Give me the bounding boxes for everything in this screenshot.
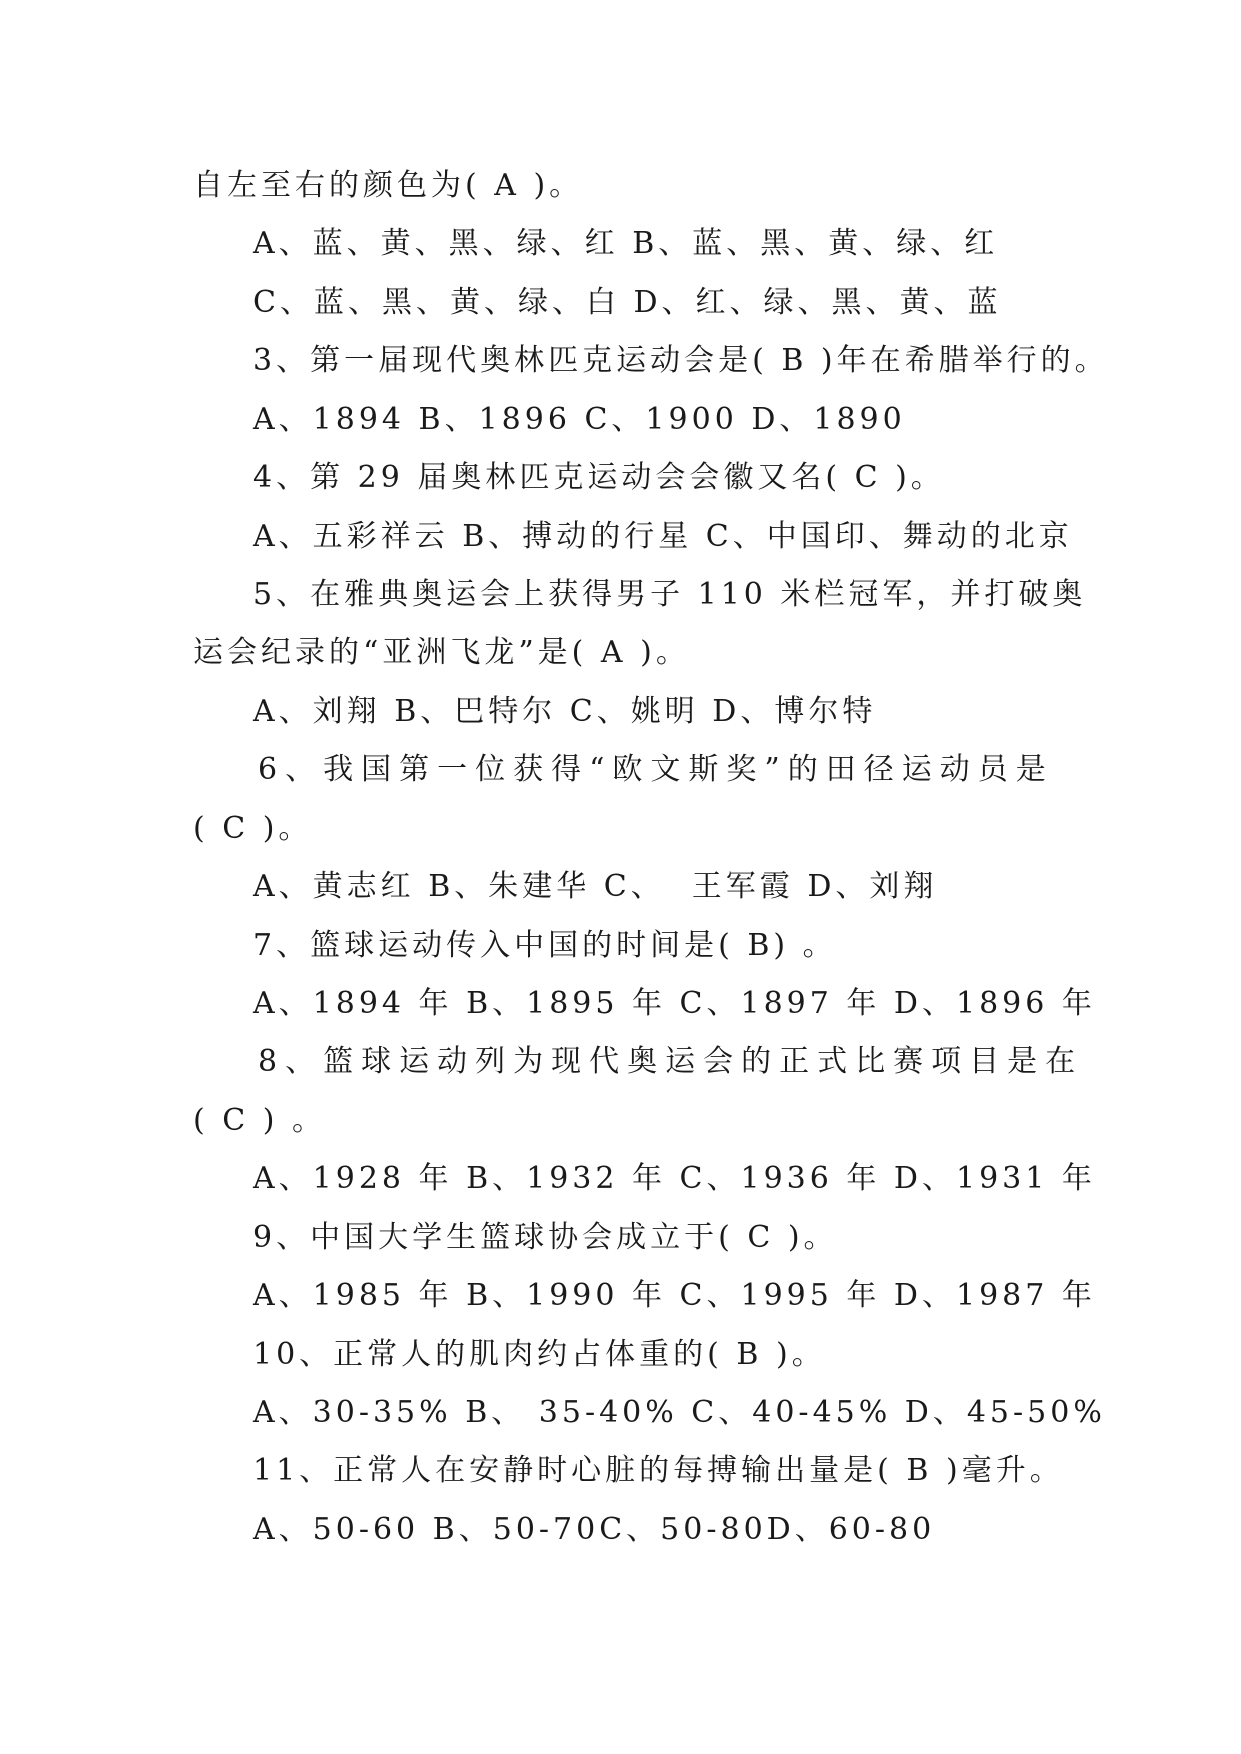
answer-options: A、1894 B、1896 C、1900 D、1890: [253, 402, 906, 437]
question-4: 4、第 29 届奥林匹克运动会会徽又名( C )。: [253, 460, 945, 495]
answer-options: A、刘翔 B、巴特尔 C、姚明 D、博尔特: [253, 694, 877, 729]
question-7: 7、篮球运动传入中国的时间是( B) 。: [253, 928, 837, 963]
answer-options: A、30-35% B、 35-40% C、40-45% D、45-50%: [253, 1395, 1106, 1430]
question-3: 3、第一届现代奥林匹克运动会是( B )年在希腊举行的。: [253, 343, 1109, 378]
answer-options: A、黄志红 B、朱建华 C、 王军霞 D、刘翔: [253, 869, 938, 904]
answer-options: A、1928 年 B、1932 年 C、1936 年 D、1931 年: [253, 1161, 1096, 1196]
answer-options: C、蓝、黑、黄、绿、白 D、红、绿、黑、黄、蓝: [253, 285, 1002, 320]
question-6-continued: ( C )。: [193, 811, 313, 846]
question-8: 8、篮球运动列为现代奥运会的正式比赛项目是在: [258, 1044, 1084, 1079]
question-11: 11、正常人在安静时心脏的每搏输出量是( B )毫升。: [253, 1453, 1064, 1488]
answer-options: A、蓝、黄、黑、绿、红 B、蓝、黑、黄、绿、红: [253, 226, 999, 261]
question-8-continued: ( C ) 。: [193, 1103, 326, 1138]
question-9: 9、中国大学生篮球协会成立于( C )。: [253, 1220, 838, 1255]
question-5-continued: 运会纪录的“亚洲飞龙”是( A )。: [193, 635, 690, 670]
answer-options: A、50-60 B、50-70C、50-80D、60-80: [253, 1512, 936, 1547]
question-6: 6、我国第一位获得“欧文斯奖”的田径运动员是: [258, 752, 1054, 787]
text-line: 自左至右的颜色为( A )。: [193, 168, 584, 203]
answer-options: A、1985 年 B、1990 年 C、1995 年 D、1987 年: [253, 1278, 1096, 1313]
answer-options: A、1894 年 B、1895 年 C、1897 年 D、1896 年: [253, 986, 1096, 1021]
answer-options: A、五彩祥云 B、搏动的行星 C、中国印、舞动的北京: [253, 519, 1073, 554]
question-5: 5、在雅典奥运会上获得男子 110 米栏冠军，并打破奥: [253, 577, 1087, 612]
question-10: 10、正常人的肌肉约占体重的( B )。: [253, 1337, 826, 1372]
